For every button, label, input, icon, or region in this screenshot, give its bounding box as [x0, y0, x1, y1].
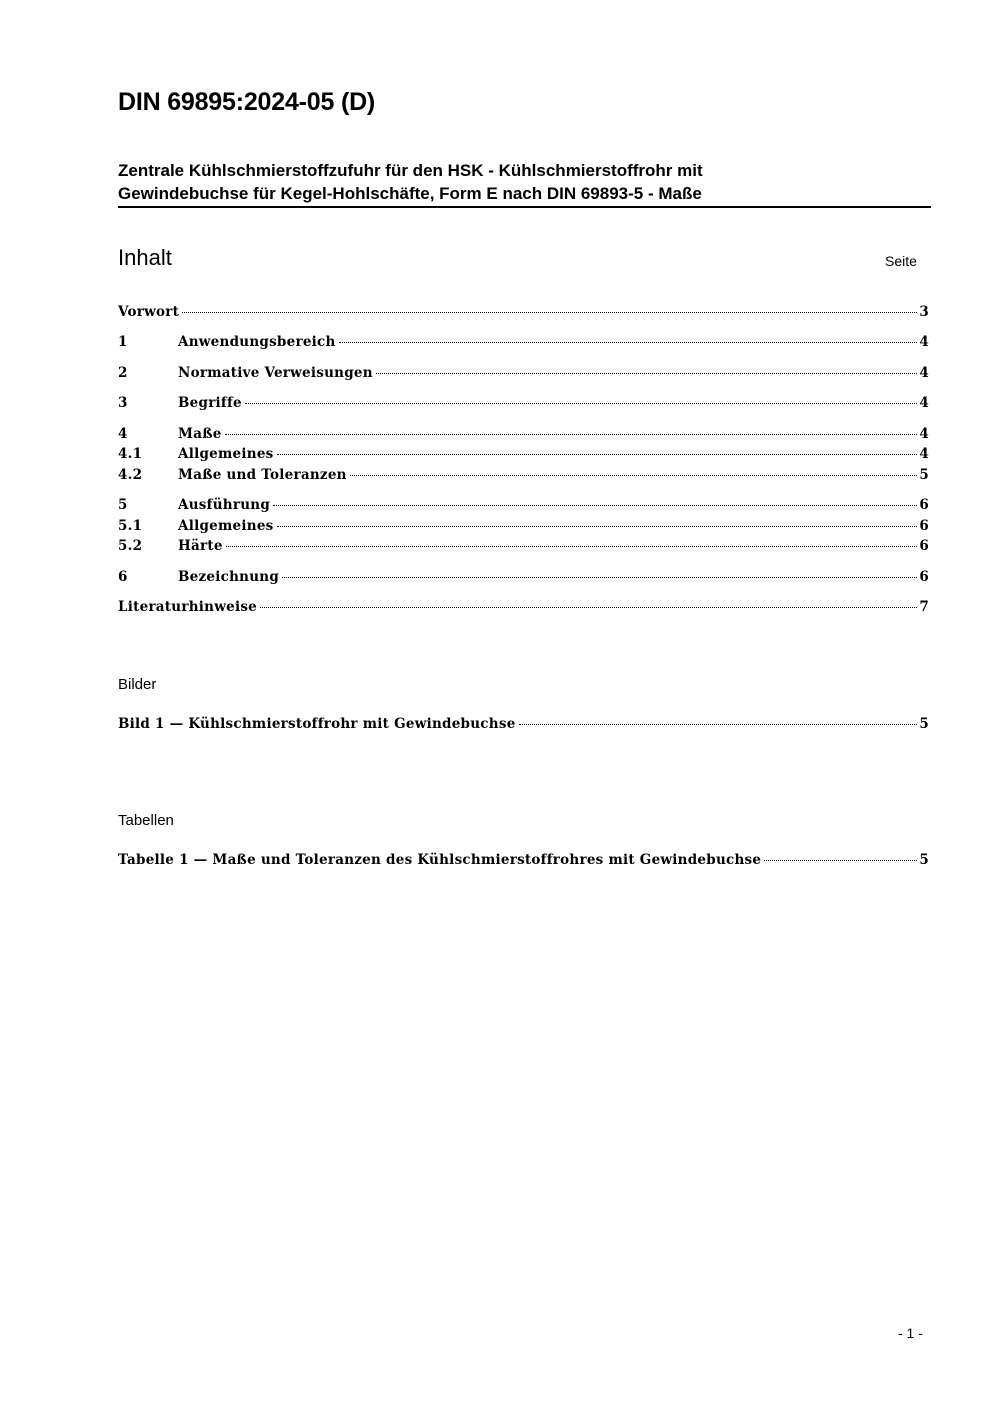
toc-entry-label: Anwendungsbereich	[178, 334, 336, 350]
toc-entry-label: Allgemeines	[178, 446, 274, 462]
toc-entry-number: 2	[118, 365, 128, 381]
toc-entry-number: 5.2	[118, 538, 143, 554]
document-title-line-2: Gewindebuchse für Kegel-Hohlschäfte, Form E nach DIN 69893-5 - Maße	[118, 184, 702, 203]
figure-entry-bild-1[interactable]	[118, 714, 929, 734]
toc-leader-dots	[182, 312, 917, 313]
table-entry-label: Tabelle 1 — Maße und Toleranzen des Kühlschmierstoffrohres mit Gewindebuchse	[118, 852, 762, 868]
toc-entry-page: 6	[919, 518, 929, 534]
toc-leader-dots	[273, 505, 917, 506]
toc-entry-label: Begriffe	[178, 395, 242, 411]
toc-entry-page: 4	[919, 395, 929, 411]
toc-entry-label: Ausführung	[178, 497, 271, 513]
toc-entry-number: 1	[118, 334, 128, 350]
toc-entry-page: 7	[919, 599, 929, 615]
toc-entry-haerte[interactable]	[118, 536, 929, 556]
toc-leader-dots	[376, 373, 918, 374]
figure-entry-label: Bild 1 — Kühlschmierstoffrohr mit Gewindebuchse	[118, 716, 516, 732]
toc-entry-number: 6	[118, 569, 128, 585]
toc-leader-dots	[282, 577, 917, 578]
toc-entry-anwendungsbereich[interactable]	[118, 332, 929, 352]
toc-leader-dots	[225, 434, 918, 435]
toc-leader-dots	[260, 607, 917, 608]
toc-entry-masse[interactable]	[118, 424, 929, 444]
toc-entry-label: Bezeichnung	[178, 569, 280, 585]
toc-entry-number: 5	[118, 497, 128, 513]
toc-entry-allgemeines-5-1[interactable]	[118, 516, 929, 536]
toc-leader-dots	[277, 454, 918, 455]
toc-entry-literaturhinweise[interactable]	[118, 597, 929, 617]
toc-entry-page: 4	[919, 334, 929, 350]
tables-heading: Tabellen	[118, 812, 174, 829]
toc-entry-number: 5.1	[118, 518, 143, 534]
toc-entry-number: 3	[118, 395, 128, 411]
document-id: DIN 69895:2024-05 (D)	[118, 88, 376, 116]
toc-entry-label: Maße und Toleranzen	[178, 467, 347, 483]
toc-entry-allgemeines-4-1[interactable]	[118, 444, 929, 464]
toc-entry-label: Vorwort	[118, 304, 180, 320]
toc-entry-page: 6	[919, 538, 929, 554]
toc-entry-ausfuehrung[interactable]	[118, 495, 929, 515]
toc-entry-number: 4.2	[118, 467, 143, 483]
toc-entry-label: Normative Verweisungen	[178, 365, 373, 381]
toc-entry-begriffe[interactable]	[118, 393, 929, 413]
toc-heading: Inhalt	[118, 245, 172, 270]
toc-entry-page: 4	[919, 426, 929, 442]
toc-entry-label: Härte	[178, 538, 223, 554]
toc-leader-dots	[764, 860, 917, 861]
figure-entry-page: 5	[919, 716, 929, 732]
table-entry-tabelle-1[interactable]	[118, 850, 929, 870]
toc-page-column-label: Seite	[885, 253, 917, 269]
toc-entry-label: Literaturhinweise	[118, 599, 258, 615]
toc-entry-label: Allgemeines	[178, 518, 274, 534]
toc-entry-number: 4.1	[118, 446, 143, 462]
document-title-line-1: Zentrale Kühlschmierstoffzufuhr für den HSK - Kühlschmierstoffrohr mit	[118, 161, 703, 180]
toc-leader-dots	[339, 342, 918, 343]
document-title	[118, 159, 931, 208]
toc-entry-number: 4	[118, 426, 128, 442]
toc-leader-dots	[277, 526, 918, 527]
toc-entry-page: 6	[919, 569, 929, 585]
toc-entry-masse-und-toleranzen[interactable]	[118, 465, 929, 485]
figures-heading: Bilder	[118, 676, 157, 693]
toc-entry-page: 3	[919, 304, 929, 320]
toc-leader-dots	[245, 403, 917, 404]
toc-entry-page: 5	[919, 467, 929, 483]
table-entry-page: 5	[919, 852, 929, 868]
toc-entry-page: 4	[919, 446, 929, 462]
toc-leader-dots	[350, 475, 918, 476]
page-number: - 1 -	[898, 1325, 923, 1341]
toc-entry-bezeichnung[interactable]	[118, 567, 929, 587]
toc-leader-dots	[519, 724, 918, 725]
toc-entry-normative-verweisungen[interactable]	[118, 363, 929, 383]
toc-entry-page: 4	[919, 365, 929, 381]
toc-leader-dots	[226, 546, 918, 547]
toc-entry-vorwort[interactable]	[118, 302, 929, 322]
toc-entry-page: 6	[919, 497, 929, 513]
toc-entry-label: Maße	[178, 426, 222, 442]
